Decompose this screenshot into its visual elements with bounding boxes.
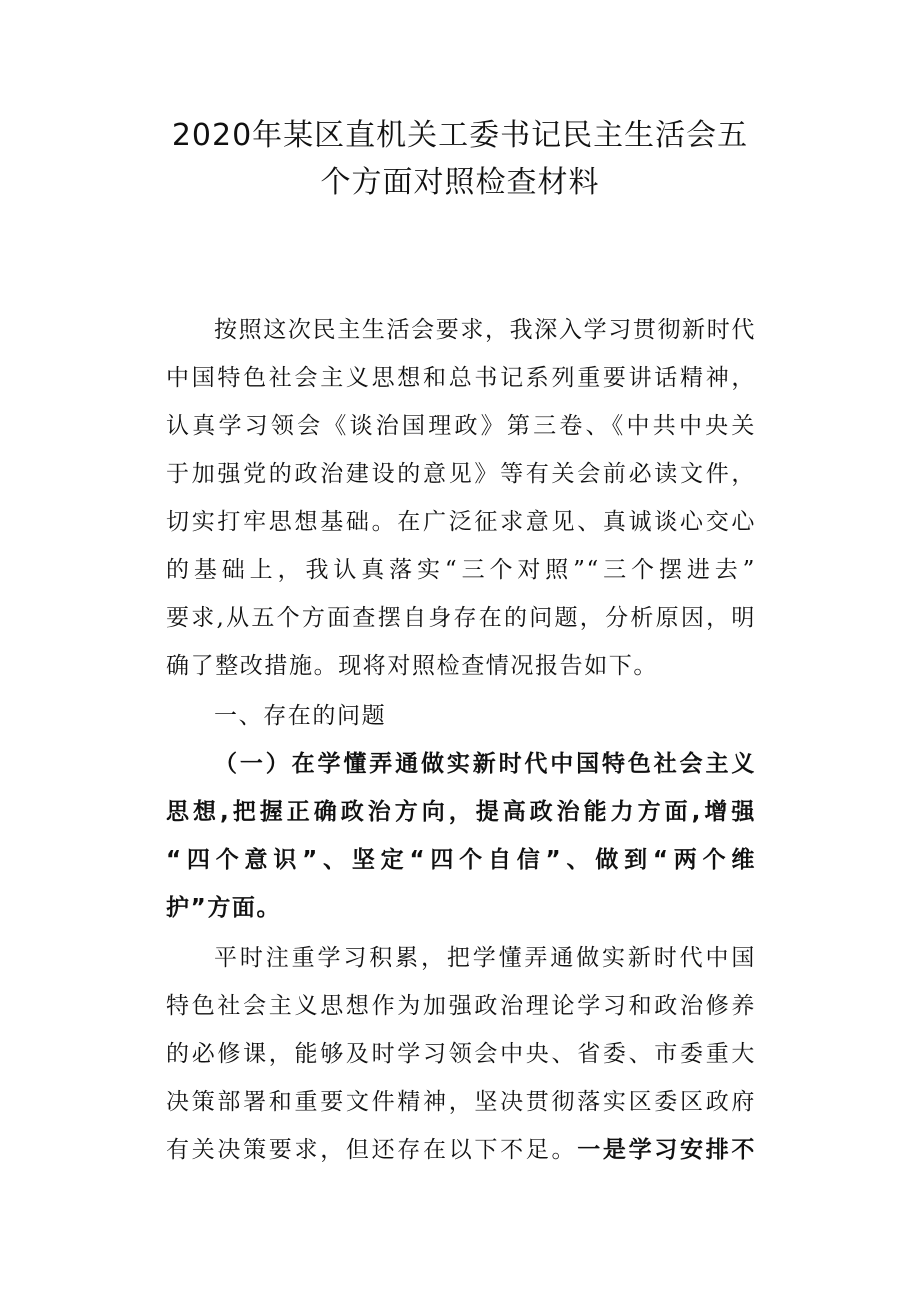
intro-line-7: 要求,从五个方面查摆自身存在的问题，分析原因，明	[166, 605, 756, 631]
body-line-1: 平时注重学习积累，把学懂弄通做实新时代中国	[214, 945, 756, 971]
body-line-5	[166, 1126, 756, 1174]
intro-line-5: 切实打牢思想基础。在广泛征求意见、真诚谈心交心	[166, 509, 756, 535]
subsection-1-line-1: （一）在学懂弄通做实新时代中国特色社会主义	[214, 751, 756, 777]
subsection-1-line-3: “四个意识”、坚定“四个自信”、做到“两个维	[166, 847, 756, 873]
body-line-5-regular: 有关决策要求，但还存在以下不足。	[166, 1137, 578, 1163]
intro-line-3: 认真学习领会《谈治国理政》第三卷、《中共中央关	[166, 413, 756, 439]
intro-line-6: 的基础上，我认真落实“三个对照”“三个摆进去”	[166, 557, 756, 583]
body-line-3: 的必修课，能够及时学习领会中央、省委、市委重大	[166, 1041, 756, 1067]
document-title	[120, 112, 800, 206]
intro-line-2: 中国特色社会主义思想和总书记系列重要讲话精神，	[166, 365, 756, 391]
title-line-1: 2020年某区直机关工委书记民主生活会五	[171, 118, 749, 153]
intro-line-8: 确了整改措施。现将对照检查情况报告如下。	[166, 653, 658, 679]
subsection-1-line-2: 思想,把握正确政治方向，提高政治能力方面,增强	[166, 799, 756, 825]
intro-line-1: 按照这次民主生活会要求，我深入学习贯彻新时代	[214, 317, 756, 343]
title-line-2: 个方面对照检查材料	[320, 165, 600, 200]
body-line-4: 决策部署和重要文件精神，坚决贯彻落实区委区政府	[166, 1089, 756, 1115]
section-heading-problems: 一、存在的问题	[214, 703, 387, 729]
body-line-2: 特色社会主义思想作为加强政治理论学习和政治修养	[166, 993, 756, 1019]
subsection-1-line-4: 护”方面。	[166, 895, 282, 921]
intro-line-4: 于加强党的政治建设的意见》等有关会前必读文件，	[166, 461, 756, 487]
body-line-5-bold: 一是学习安排不	[577, 1137, 756, 1163]
